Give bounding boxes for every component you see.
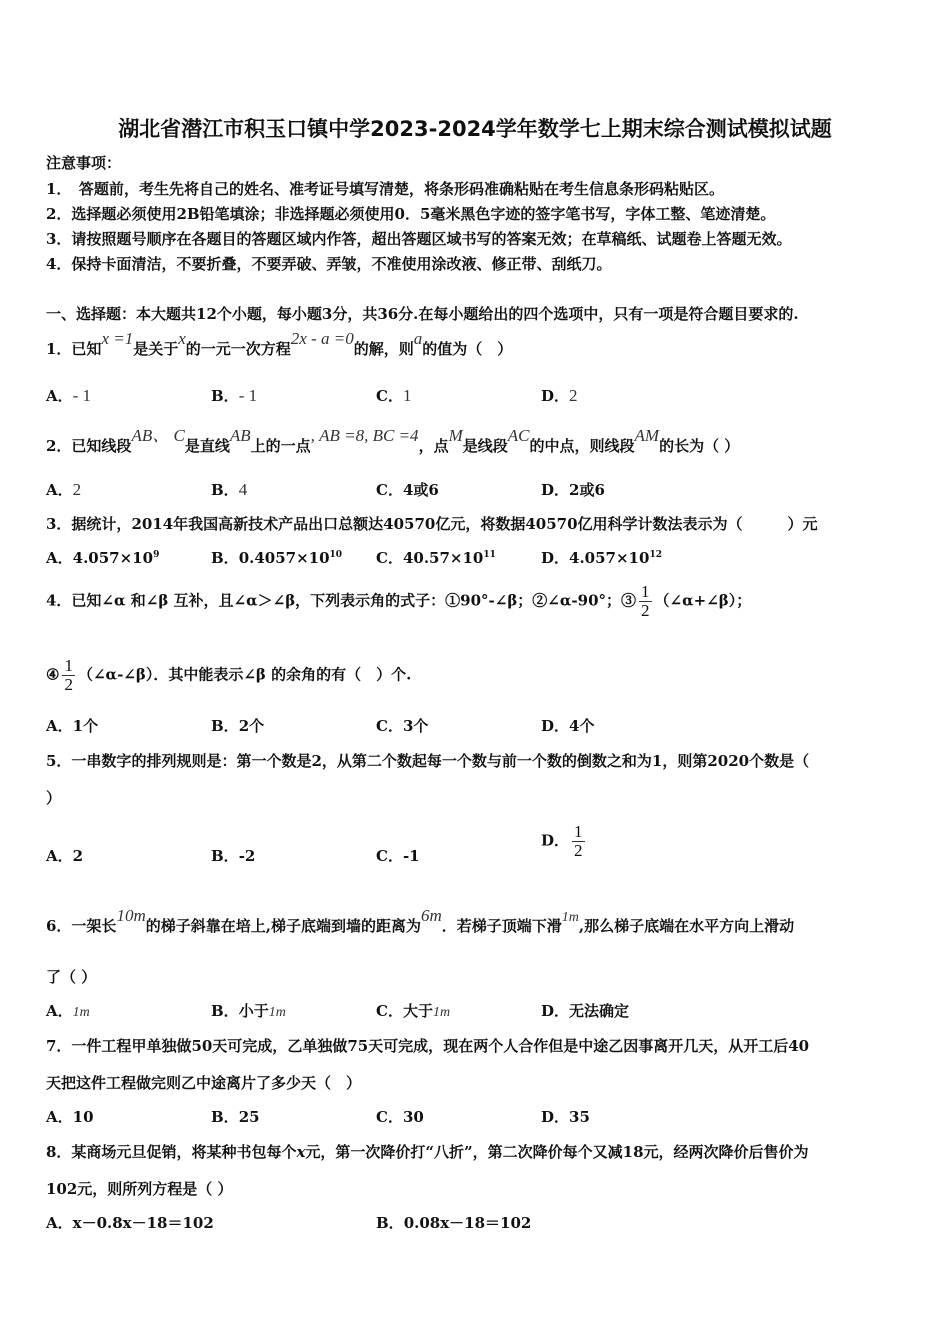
q5-option-d[interactable] [541,823,588,860]
q3-option-b-label: B． [211,549,239,567]
q3-option-c-label: C． [376,549,403,567]
q5-option-a[interactable] [46,845,83,866]
q4-frac1-den: 2 [641,601,650,620]
q2-option-a[interactable] [46,479,81,500]
q4-fraction-half-1 [639,583,652,620]
q4-option-d-value: 4个 [569,717,595,735]
q4-option-d[interactable] [541,715,594,736]
q3-option-d-label: D． [541,549,570,567]
q1-option-c[interactable] [376,385,411,406]
question-7-line-1: 7．一件工程甲单独做50天可完成，乙单独做75天可完成，现在两个人合作但是中途乙因事离开几天，从开工后40 [46,1037,810,1055]
q3-option-a[interactable] [46,547,159,568]
question-6-line-1 [46,906,795,936]
q6-option-c-label: C． [376,1002,403,1020]
q3-option-c-exp: 11 [483,550,496,560]
q4-text-3: ④ [46,665,60,684]
q6-option-a-value: 1m [72,1005,90,1020]
q6-option-b-label: B． [211,1002,239,1020]
q7-option-b-label: B． [211,1108,239,1126]
q8-option-a-label: A． [46,1214,73,1232]
q8-text-1: 8．某商场元旦促销，将某种书包每个 [46,1143,297,1161]
q5-option-a-value: 2 [72,847,84,865]
q4-option-b-label: B． [211,717,239,735]
question-5-line-2: ） [46,789,62,807]
question-2 [46,426,740,456]
q2-math-4: M [448,426,463,445]
q1-math-1: x =1 [101,329,134,348]
question-5-line-1: 5．一串数字的排列规则是：第一个数是2，从第二个数起每一个数与前一个数的倒数之和为1，则第2020个数是（ [46,752,810,770]
q5-option-d-fraction [572,823,585,860]
q3-option-d[interactable] [541,547,662,568]
q6-text-4: ,那么梯子底端在水平方向上滑动 [578,917,795,935]
q7-option-c[interactable] [376,1106,424,1127]
q5-option-c-value: -1 [402,847,420,865]
q6-option-a-label: A． [46,1002,73,1020]
q1-text-2: 是关于 [133,340,179,358]
q1-option-a-label: A． [46,387,73,405]
q5-option-b[interactable] [211,845,255,866]
q6-option-a[interactable] [46,1000,90,1021]
q4-frac2-den: 2 [64,675,73,694]
q7-option-d-label: D． [541,1108,570,1126]
q6-text-2: 的梯子斜靠在培上,梯子底端到墙的距离为 [145,917,421,935]
question-8-line-1 [46,1141,809,1162]
q3-option-b-exp: 10 [329,550,343,560]
q4-option-c[interactable] [376,715,428,736]
q2-text-2: 是直线 [184,437,230,455]
q4-text-1: 4．已知∠α 和∠β 互补，且∠α＞∠β，下列表示角的式子：①90°-∠β；②∠α-90°；③ [46,591,637,610]
q4-fraction-half-2 [62,657,75,694]
note-item-2: 2．选择题必须使用2B铅笔填涂；非选择题必须使用0．5毫米黑色字迹的签字笔书写，字体工整、笔迹清楚。 [46,205,776,223]
q6-option-b-value: 1m [268,1005,286,1020]
q7-option-a[interactable] [46,1106,94,1127]
q3-option-a-base: 4.057×10 [72,549,154,567]
q4-option-d-label: D． [541,717,570,735]
q2-option-a-value: 2 [72,480,82,499]
q8-option-a-value: x－0.8x－18＝102 [72,1214,214,1232]
question-4-line-1 [46,583,751,620]
q3-option-c[interactable] [376,547,496,568]
q6-option-c-value: 1m [432,1005,451,1020]
q5-option-b-label: B． [211,847,239,865]
q7-option-d[interactable] [541,1106,590,1127]
q2-text-4: ，点 [418,437,449,455]
q2-option-b-value: 4 [238,480,248,499]
q1-option-d[interactable] [541,385,578,406]
q1-option-d-value: 2 [569,386,578,405]
q6-option-b[interactable] [211,1000,286,1021]
q1-option-c-value: 1 [402,386,412,405]
q1-math-3: 2x - a =0 [290,329,354,348]
question-8-line-2: 102元，则所列方程是（ ） [46,1180,233,1198]
q2-option-d-value: 2或6 [569,481,605,499]
q2-text-1: 2．已知线段 [46,437,132,455]
q6-option-d-prefix: 无法确定 [569,1002,630,1020]
q6-option-d[interactable] [541,1000,629,1021]
q5-option-a-label: A． [46,847,73,865]
q7-option-c-value: 30 [402,1108,424,1126]
q6-math-2: 6m [420,906,442,925]
q3-option-d-exp: 12 [649,550,662,560]
q4-option-c-value: 3个 [402,717,429,735]
q2-option-d-label: D． [541,481,570,499]
q7-option-a-label: A． [46,1108,73,1126]
q1-text-5: 的值为（ ） [422,340,513,358]
q1-text-3: 的一元一次方程 [185,340,291,358]
q7-option-b-value: 25 [238,1108,260,1126]
q4-frac1-num: 1 [641,582,650,601]
q4-frac2-num: 1 [64,656,73,675]
q2-option-c-value: 4或6 [402,481,439,499]
note-item-4: 4．保持卡面清洁，不要折叠，不要弄破、弄皱，不准使用涂改液、修正带、刮纸刀。 [46,255,612,273]
q2-option-d[interactable] [541,479,605,500]
q1-math-2: x [178,329,186,348]
note-item-1: 1． 答题前，考生先将自己的姓名、准考证号填写清楚，将条形码准确粘贴在考生信息条形码粘贴区。 [46,180,724,198]
q6-text-1: 6．一架长 [46,917,117,935]
q2-option-b[interactable] [211,479,247,500]
q1-option-b-value: - 1 [238,386,258,405]
question-3: 3．据统计，2014年我国高新技术产品出口总额达40570亿元，将数据40570亿用科学计数法表示为（ ）元 [46,515,818,533]
q4-option-c-label: C． [376,717,403,735]
question-7-line-2: 天把这件工程做完则乙中途离片了多少天（ ） [46,1074,362,1092]
q6-option-d-label: D． [541,1002,570,1020]
q2-math-6: AM [634,426,660,445]
exam-title: 湖北省潜江市积玉口镇中学2023-2024学年数学七上期末综合测试模拟试题 [118,117,832,141]
q2-text-7: 的长为（ ） [659,437,740,455]
q4-option-a-value: 1个 [72,717,99,735]
q4-option-b[interactable] [211,715,264,736]
q6-option-c-prefix: 大于 [402,1002,433,1020]
q2-math-3: , AB =8, BC =4 [310,426,419,445]
q3-option-b[interactable] [211,547,342,568]
q3-option-c-base: 40.57×10 [402,549,484,567]
q6-text-3: ．若梯子顶端下滑 [441,917,562,935]
q5-option-d-num: 1 [574,822,583,841]
q2-option-c[interactable] [376,479,439,500]
notes-heading: 注意事项： [46,154,122,172]
q2-math-1: AB、 C [131,426,185,445]
q7-option-c-label: C． [376,1108,403,1126]
question-6-line-2: 了（ ） [46,968,97,986]
q3-option-a-label: A． [46,549,73,567]
q8-option-b[interactable] [376,1212,531,1233]
q3-option-a-exp: 9 [153,550,160,560]
question-4-line-2 [46,657,411,694]
q6-math-1: 10m [116,906,146,925]
q8-variable: x [296,1143,306,1161]
q4-option-b-value: 2个 [238,717,265,735]
q1-option-a[interactable] [46,385,91,406]
q4-text-2: （∠α+∠β）； [654,591,752,610]
q2-text-6: 的中点，则线段 [529,437,635,455]
q4-option-a-label: A． [46,717,73,735]
q5-option-c-label: C． [376,847,403,865]
q8-text-2: 元，第一次降价打“八折”，第二次降价每个又减18元，经两次降价后售价为 [305,1143,809,1161]
q2-text-3: 上的一点 [250,437,311,455]
q2-math-2: AB [229,426,251,445]
q1-math-4: a [413,329,423,348]
question-1 [46,329,513,359]
q2-option-b-label: B． [211,481,239,499]
q8-option-b-value: 0.08x－18＝102 [403,1214,532,1232]
q3-option-d-base: 4.057×10 [569,549,650,567]
q7-option-b[interactable] [211,1106,260,1127]
q4-option-a[interactable] [46,715,98,736]
q5-option-d-label: D． [541,831,570,850]
section-heading: 一、选择题：本大题共12个小题，每小题3分，共36分.在每小题给出的四个选项中，只有一项是符合题目要求的. [46,305,799,323]
q1-option-d-label: D． [541,387,570,405]
q4-text-4: （∠α-∠β）．其中能表示∠β 的余角的有（ ）个. [77,665,412,684]
q6-math-3: 1m [561,910,579,925]
q5-option-d-den: 2 [574,841,583,860]
q5-option-c[interactable] [376,845,420,866]
q6-option-b-prefix: 小于 [238,1002,269,1020]
q3-option-b-base: 0.4057×10 [238,549,330,567]
q2-option-c-label: C． [376,481,403,499]
q8-option-a[interactable] [46,1212,214,1233]
q1-option-b[interactable] [211,385,257,406]
q8-option-b-label: B． [376,1214,404,1232]
q1-text-1: 1．已知 [46,340,102,358]
q7-option-d-value: 35 [569,1108,590,1126]
q1-option-c-label: C． [376,387,403,405]
q1-option-a-value: - 1 [72,386,92,405]
q7-option-a-value: 10 [72,1108,94,1126]
q1-text-4: 的解，则 [353,340,414,358]
q2-text-5: 是线段 [462,437,508,455]
q1-option-b-label: B． [211,387,239,405]
note-item-3: 3．请按照题号顺序在各题目的答题区域内作答，超出答题区域书写的答案无效；在草稿纸、试题卷上答题无效。 [46,230,792,248]
q2-math-5: AC [507,426,530,445]
q2-option-a-label: A． [46,481,73,499]
q5-option-b-value: -2 [238,847,256,865]
q6-option-c[interactable] [376,1000,450,1021]
